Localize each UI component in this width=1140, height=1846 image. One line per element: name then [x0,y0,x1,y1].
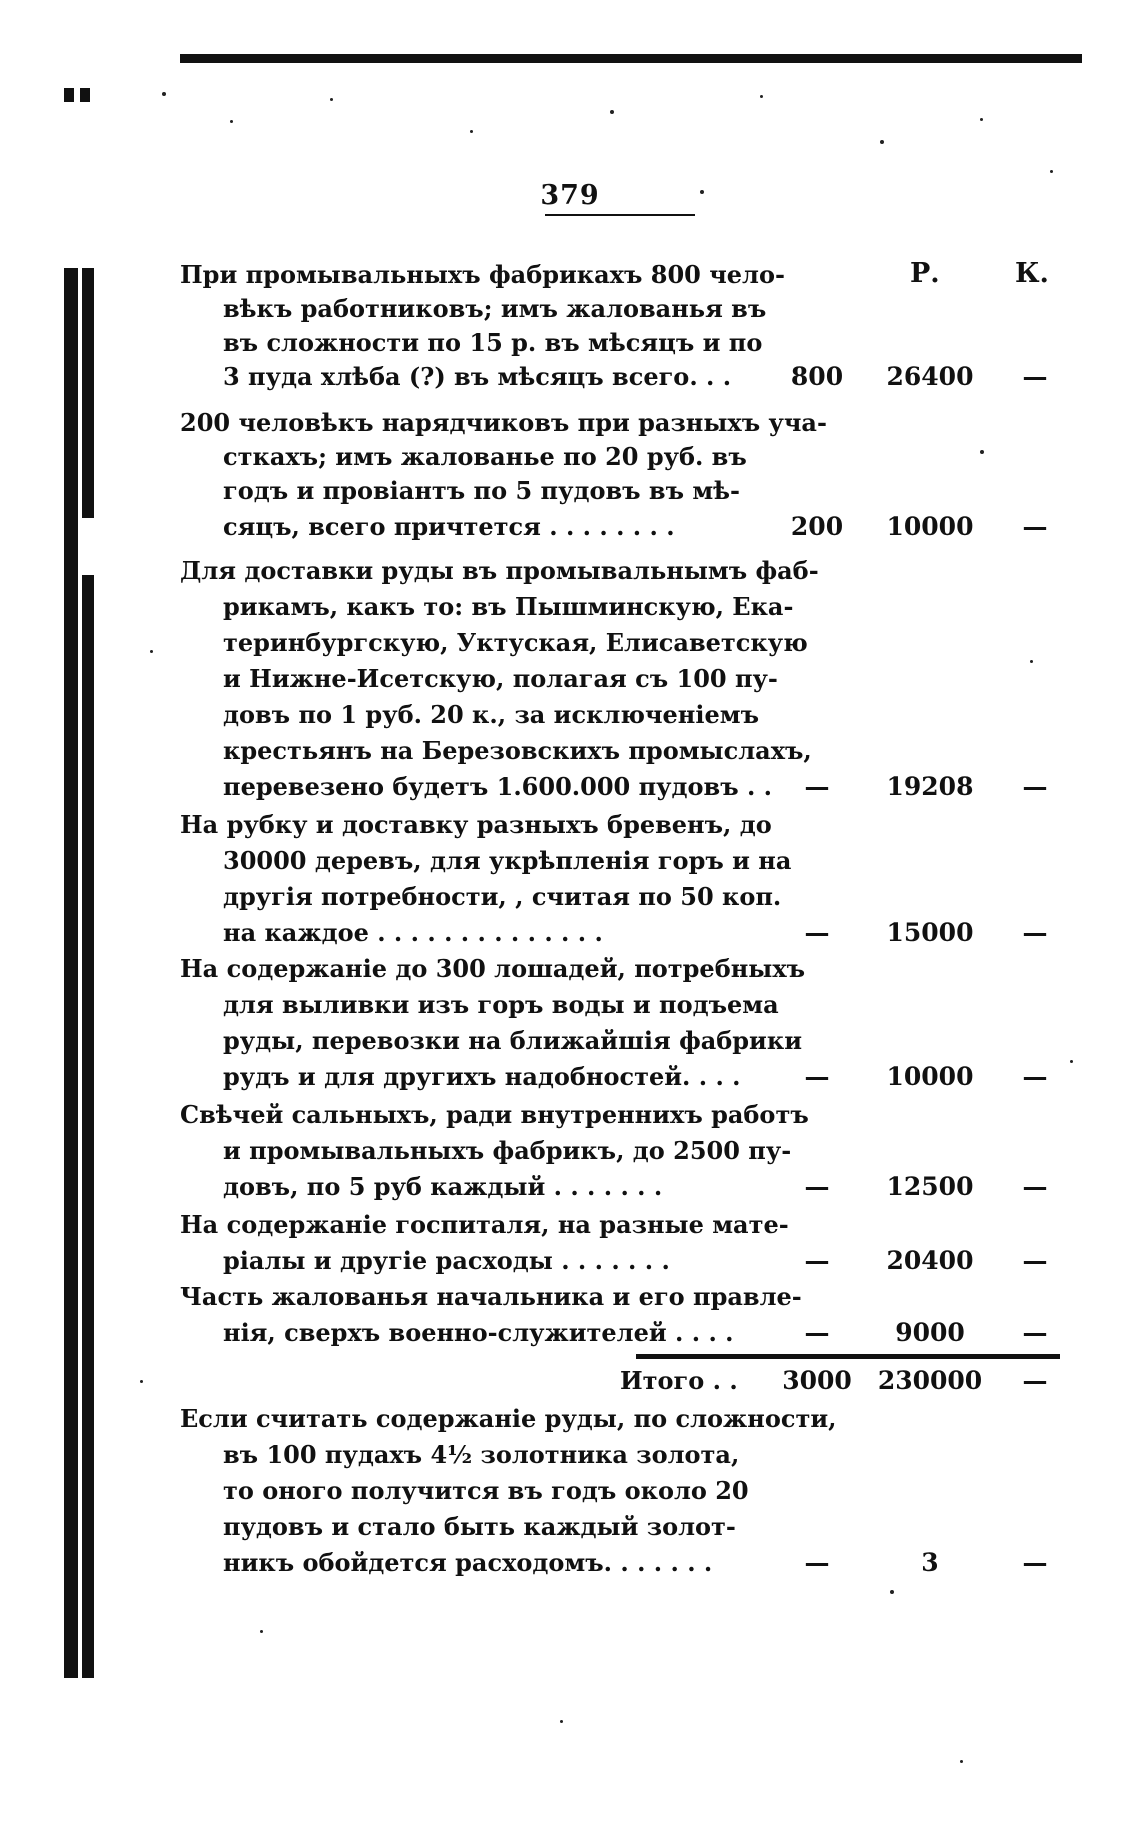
entry-rub: 26400 [886,362,974,391]
entry-people: — [804,772,830,801]
speck [1070,1060,1073,1063]
entry-line: Свѣчей сальныхъ, ради внутреннихъ работъ [180,1100,809,1129]
entry-line: никъ обойдется расходомъ. . . . . . . [223,1548,713,1577]
left-bar-inner-bottom [82,575,94,1678]
entry-line: въ сложности по 15 р. въ мѣсяцъ и по [223,328,763,357]
final-rub: 3 [921,1548,939,1577]
entry-line: на каждое . . . . . . . . . . . . . . [223,918,603,947]
entry-line: теринбургскую, Уктуская, Елисаветскую [223,628,808,657]
entry-line: нія, сверхъ военно-служителей . . . . [223,1318,734,1347]
speck [230,120,233,123]
entry-line: довъ, по 5 руб каждый . . . . . . . [223,1172,663,1201]
speck [330,98,333,101]
entry-line: то оного получится въ годъ около 20 [223,1476,749,1505]
entry-line: сяцъ, всего причтется . . . . . . . . [223,512,675,541]
page-number: 379 [540,180,600,211]
speck [1050,170,1053,173]
entry-kop: — [1022,1062,1048,1091]
speck [470,130,473,133]
entry-line: крестьянъ на Березовскихъ промыслахъ, [223,736,812,765]
entry-line: 30000 деревъ, для укрѣпленія горъ и на [223,846,792,875]
total-kop: — [1022,1366,1048,1395]
column-header-kop: К. [1015,258,1049,289]
entry-line: На рубку и доставку разныхъ бревенъ, до [180,810,772,839]
entry-line: другія потребности, , считая по 50 коп. [223,882,782,911]
entry-people: — [804,918,830,947]
entry-line: 3 пуда хлѣба (?) въ мѣсяцъ всего. . . [223,362,732,391]
left-bar-inner-top [82,268,94,518]
speck [610,110,614,114]
entry-line: вѣкъ работниковъ; имъ жалованья въ [223,294,767,323]
entry-people: — [804,1062,830,1091]
entry-line: сткахъ; имъ жалованье по 20 руб. въ [223,442,747,471]
column-header-rub: Р. [910,258,940,289]
speck [150,650,153,653]
entry-kop: — [1022,1246,1048,1275]
entry-line: для выливки изъ горъ воды и подъема [223,990,779,1019]
entry-line: На содержаніе до 300 лошадей, потребныхъ [180,954,806,983]
entry-rub: 19208 [886,772,974,801]
entry-line: рудъ и для другихъ надобностей. . . . [223,1062,741,1091]
entry-line: перевезено будетъ 1.600.000 пудовъ . . [223,772,773,801]
speck [960,1760,963,1763]
entry-line: Для доставки руды въ промывальнымъ фаб- [180,556,819,585]
entry-line: ріалы и другіе расходы . . . . . . . [223,1246,670,1275]
speck [140,1380,143,1383]
entry-rub: 12500 [886,1172,974,1201]
entry-rub: 10000 [886,512,974,541]
entry-line: 200 человѣкъ нарядчиковъ при разныхъ уча- [180,408,827,437]
entry-people: — [804,1318,830,1347]
entry-line: На содержаніе госпиталя, на разные мате- [180,1210,789,1239]
total-rule [636,1354,1060,1359]
total-people: 3000 [782,1366,852,1395]
entry-kop: — [1022,772,1048,801]
entry-people: — [804,1246,830,1275]
final-kop: — [1022,1548,1048,1577]
total-label: Итого . . [620,1366,738,1395]
speck [162,92,166,96]
entry-line: довъ по 1 руб. 20 к., за исключеніемъ [223,700,759,729]
entry-rub: 15000 [886,918,974,947]
speck [880,140,884,144]
corner-mark [64,88,94,102]
total-rub: 230000 [877,1366,983,1395]
entry-kop: — [1022,1318,1048,1347]
entry-kop: — [1022,1172,1048,1201]
entry-kop: — [1022,362,1048,391]
speck [1030,660,1033,663]
entry-line: въ 100 пудахъ 4½ золотника золота, [223,1440,740,1469]
speck [890,1590,894,1594]
entry-rub: 20400 [886,1246,974,1275]
entry-line: годъ и провіантъ по 5 пудовъ въ мѣ- [223,476,741,505]
top-rule [180,54,1082,63]
entry-line: и промывальныхъ фабрикъ, до 2500 пу- [223,1136,792,1165]
entry-line: Если считать содержаніе руды, по сложности, [180,1404,837,1433]
entry-people: 800 [790,362,844,391]
entry-line: и Нижне-Исетскую, полагая съ 100 пу- [223,664,778,693]
final-people: — [804,1548,830,1577]
entry-kop: — [1022,918,1048,947]
speck [760,95,763,98]
entry-rub: 10000 [886,1062,974,1091]
entry-rub: 9000 [895,1318,965,1347]
entry-line: рикамъ, какъ то: въ Пышминскую, Ека- [223,592,794,621]
speck [260,1630,263,1633]
entry-people: — [804,1172,830,1201]
entry-line: пудовъ и стало быть каждый золот- [223,1512,736,1541]
speck [980,450,984,454]
left-bar-outer [64,268,78,1678]
entry-kop: — [1022,512,1048,541]
speck [980,118,983,121]
entry-people: 200 [790,512,844,541]
entry-line: руды, перевозки на ближайшія фабрики [223,1026,802,1055]
entry-line: Часть жалованья начальника и его правле- [180,1282,802,1311]
page-number-underline [545,214,695,216]
entry-line: При промывальныхъ фабрикахъ 800 чело- [180,260,785,289]
speck [560,1720,563,1723]
